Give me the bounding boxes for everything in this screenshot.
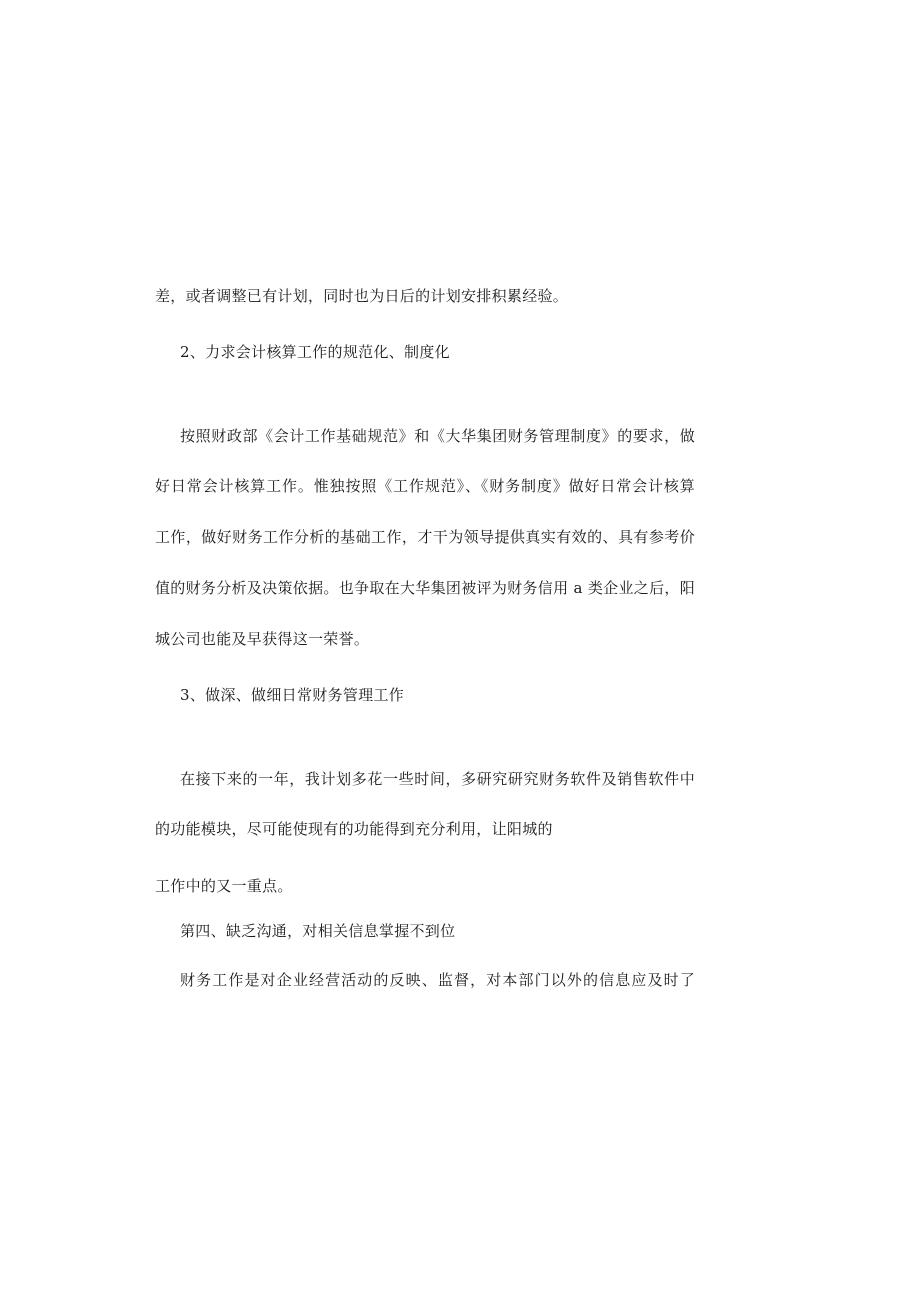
- paragraph-line: 财务工作是对企业经营活动的反映、监督，对本部门以外的信息应及时了: [180, 971, 695, 989]
- paragraph-line: 差，或者调整已有计划，同时也为日后的计划安排积累经验。: [155, 287, 569, 305]
- section-heading: 2、力求会计核算工作的规范化、制度化: [180, 343, 450, 361]
- paragraph-line: 的功能模块，尽可能使现有的功能得到充分利用，让阳城的: [155, 820, 553, 838]
- paragraph-line: 按照财政部《会计工作基础规范》和《大华集团财务管理制度》的要求，做: [180, 427, 695, 445]
- paragraph-line: 在接下来的一年，我计划多花一些时间，多研究研究财务软件及销售软件中: [180, 770, 695, 788]
- paragraph-line: 工作，做好财务工作分析的基础工作，才干为领导提供真实有效的、具有参考价: [155, 528, 695, 546]
- paragraph-line: 工作中的又一重点。: [155, 877, 293, 895]
- paragraph-line: 好日常会计核算工作。惟独按照《工作规范》、《财务制度》做好日常会计核算: [155, 477, 695, 495]
- paragraph-line: 城公司也能及早获得这一荣誉。: [155, 630, 370, 648]
- paragraph-line: 值的财务分析及决策依据。也争取在大华集团被评为财务信用 a 类企业之后，阳: [155, 579, 695, 597]
- section-heading: 第四、缺乏沟通，对相关信息掌握不到位: [180, 922, 456, 940]
- section-heading: 3、做深、做细日常财务管理工作: [180, 686, 405, 704]
